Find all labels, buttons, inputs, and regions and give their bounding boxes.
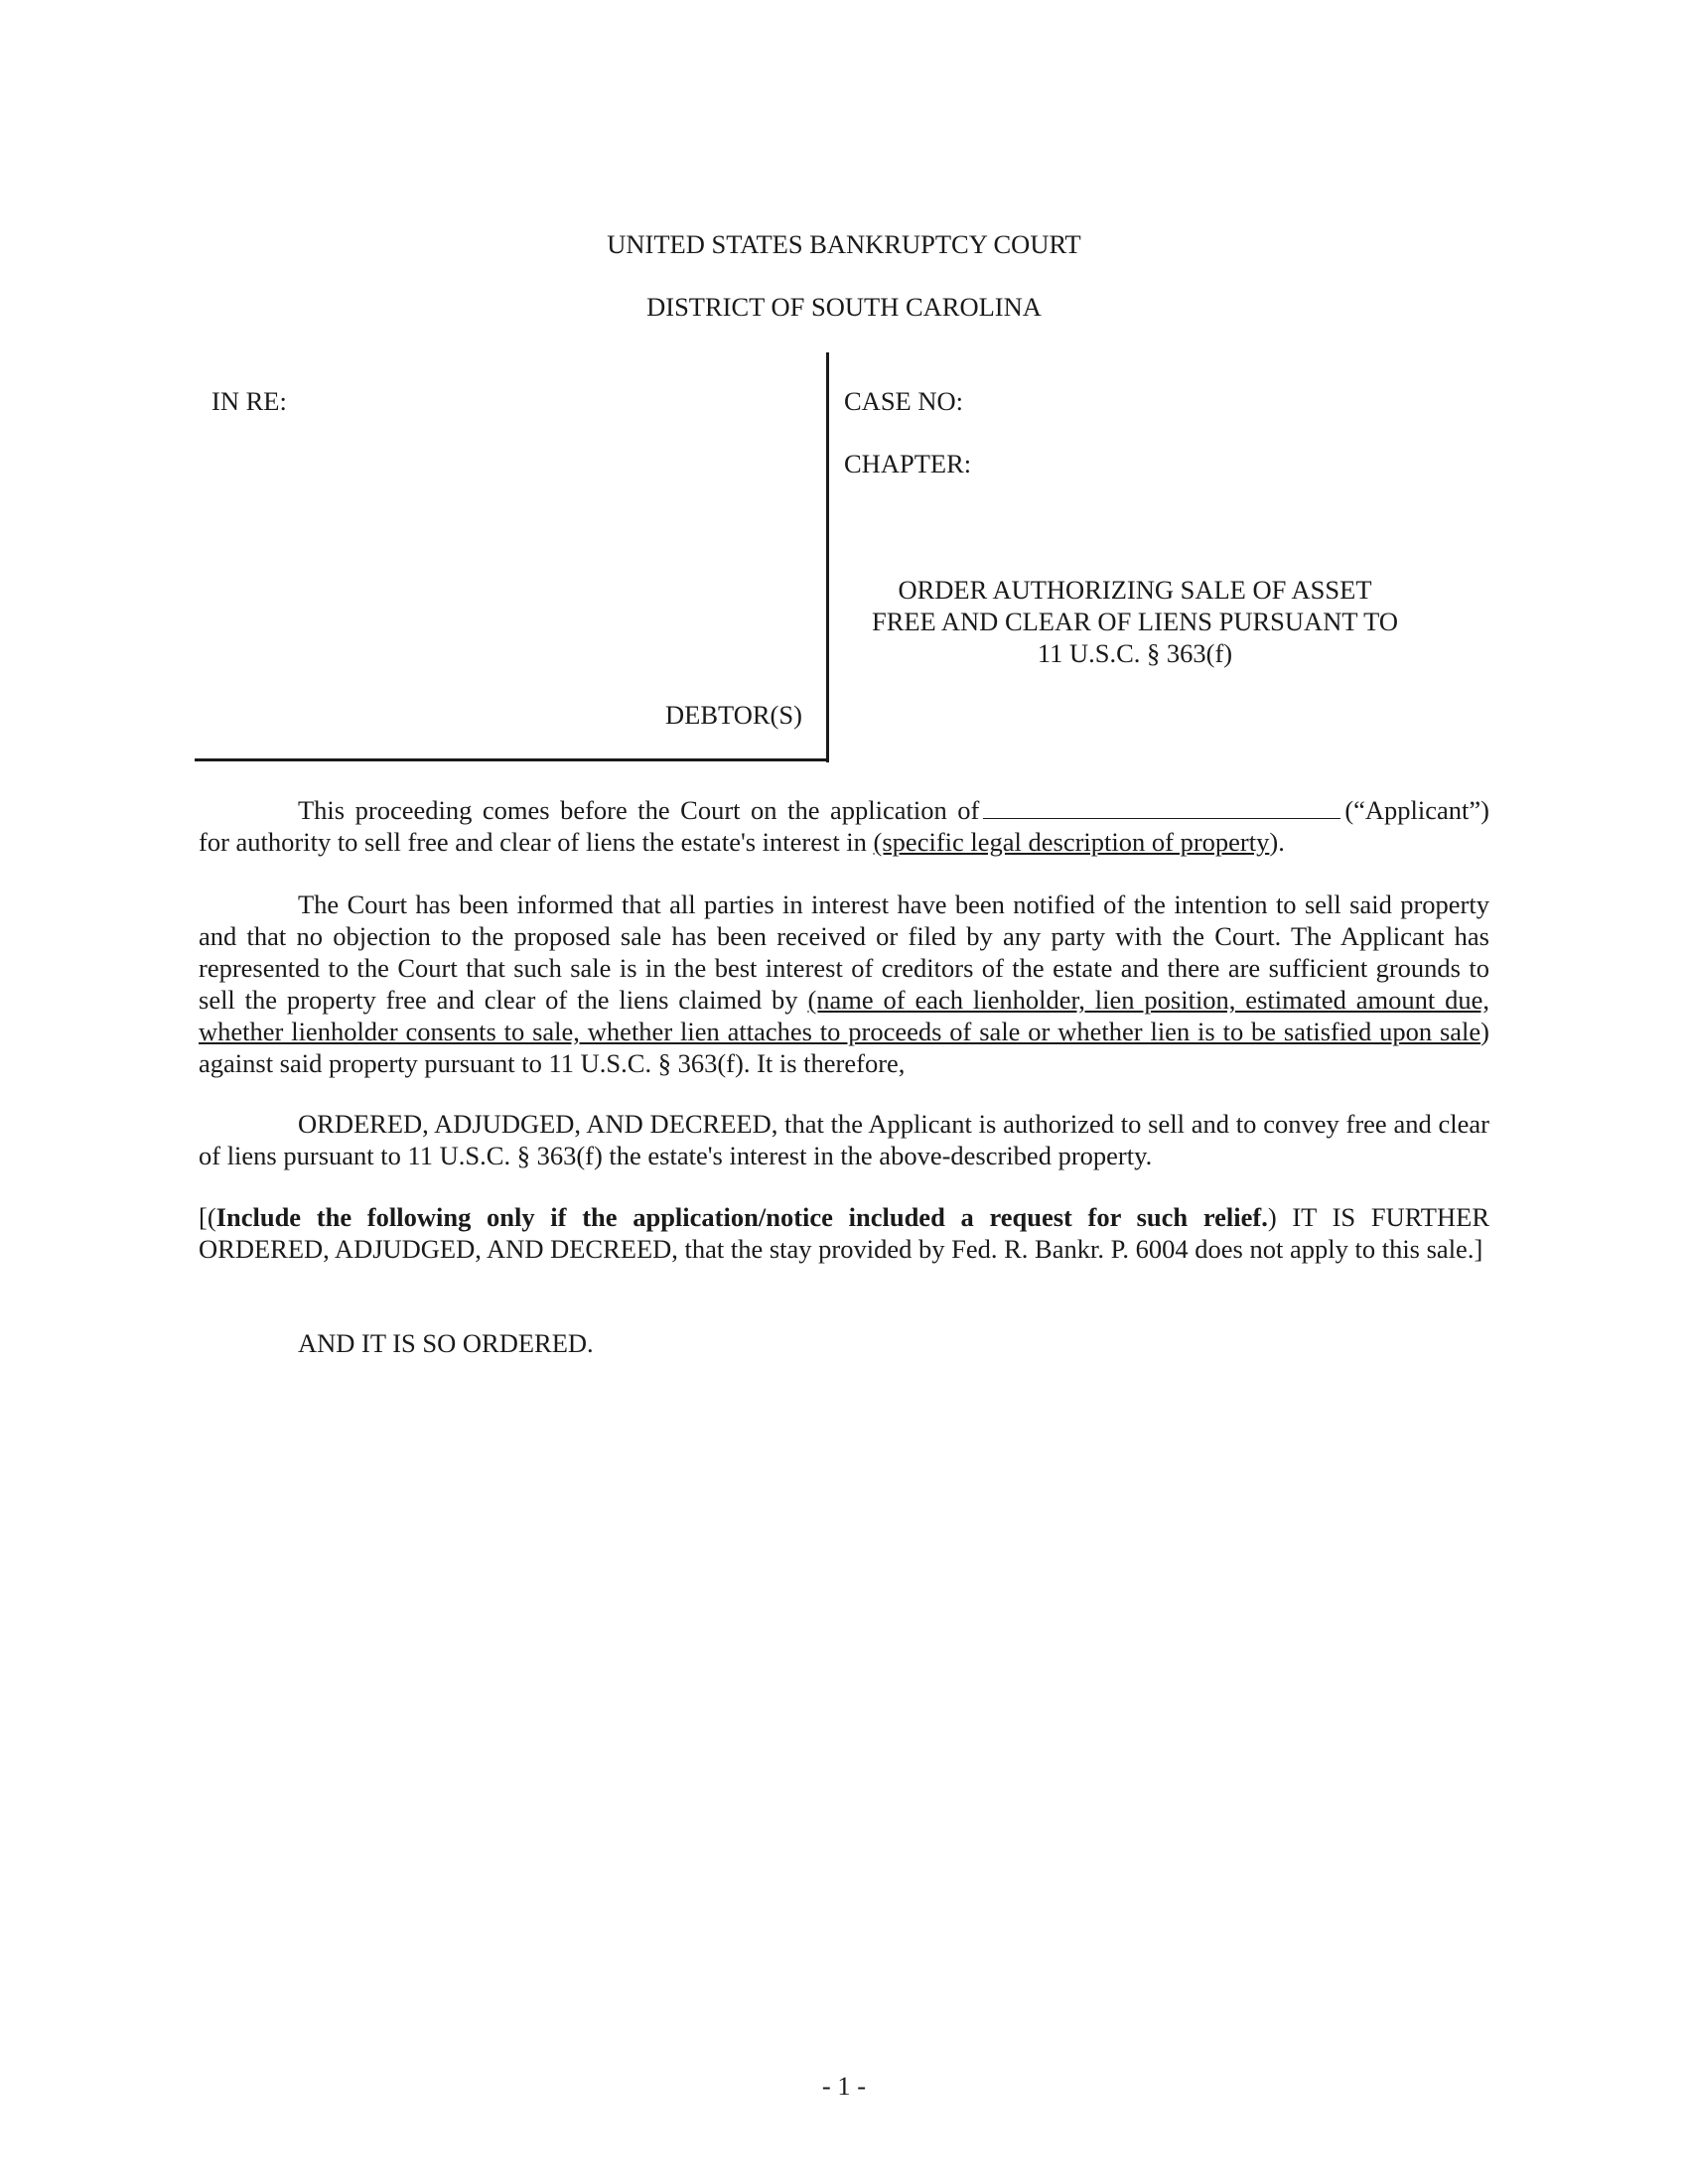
p5-text: AND IT IS SO ORDERED. (298, 1328, 594, 1358)
p2-text-b: ) against said property pursuant to 11 U.S.C. § 363(f). It is therefore, (199, 1017, 1489, 1078)
order-title (852, 574, 1418, 669)
property-description-placeholder: (specific legal description of property (873, 827, 1270, 857)
p1-text-b: (“Applicant”) for authority to sell free and clear of liens the estate's interest in (199, 795, 1489, 857)
p3-text: ORDERED, ADJUDGED, AND DECREED, that the Applicant is authorized to sell and to convey free and clear of liens pursuant to 11 U.S.C. § 363(f) the estate's interest in the above-described property. (199, 1109, 1489, 1170)
in-re-label: IN RE: (211, 386, 287, 416)
order-title-line-1: ORDER AUTHORIZING SALE OF ASSET (898, 575, 1372, 605)
paragraph-ordered (199, 1108, 1489, 1171)
order-title-line-2: FREE AND CLEAR OF LIENS PURSUANT TO (871, 607, 1399, 636)
caption-vertical-rule (826, 352, 829, 762)
paragraph-notice (199, 888, 1489, 1079)
p1-text-c: ). (1269, 827, 1285, 857)
court-title: UNITED STATES BANKRUPTCY COURT (607, 229, 1081, 259)
paragraph-application (199, 794, 1489, 858)
p4-instruction: Include the following only if the application/notice included a request for such relief. (215, 1202, 1268, 1232)
district-title: DISTRICT OF SOUTH CAROLINA (646, 292, 1042, 322)
p2-text-a: The Court has been informed that all parties in interest have been notified of the intention to sell said property and that no objection to the proposed sale has been received or filed by any party with the Court. The Applicant has represented to the Court that such sale is in the best interest of creditors of the estate and there are sufficient grounds to sell the property free and clear of the liens claimed by (199, 889, 1489, 1015)
chapter-label: CHAPTER: (844, 449, 972, 478)
p4-open-bracket: [( (199, 1202, 216, 1232)
paragraph-optional-stay (199, 1201, 1489, 1265)
debtors-label: DEBTOR(S) (665, 700, 802, 730)
page-number: - 1 - (821, 2071, 867, 2101)
order-title-line-3: 11 U.S.C. § 363(f) (1037, 638, 1233, 668)
p1-text-a: This proceeding comes before the Court on the application of (298, 795, 980, 825)
applicant-blank-line (983, 794, 1340, 819)
case-number-label: CASE NO: (844, 386, 964, 416)
lienholder-placeholder: (name of each lienholder, lien position, estimated amount due, whether lienholder consents to sale, whether lien attaches to proceeds of sale or whether lien is to be satisfied upon sale (199, 985, 1489, 1046)
caption-horizontal-rule (195, 758, 828, 761)
paragraph-so-ordered (199, 1327, 1489, 1359)
p4-text: ) IT IS FURTHER ORDERED, ADJUDGED, AND DECREED, that the stay provided by Fed. R. Bankr. P. 6004 does not apply to this sale.] (199, 1202, 1489, 1264)
